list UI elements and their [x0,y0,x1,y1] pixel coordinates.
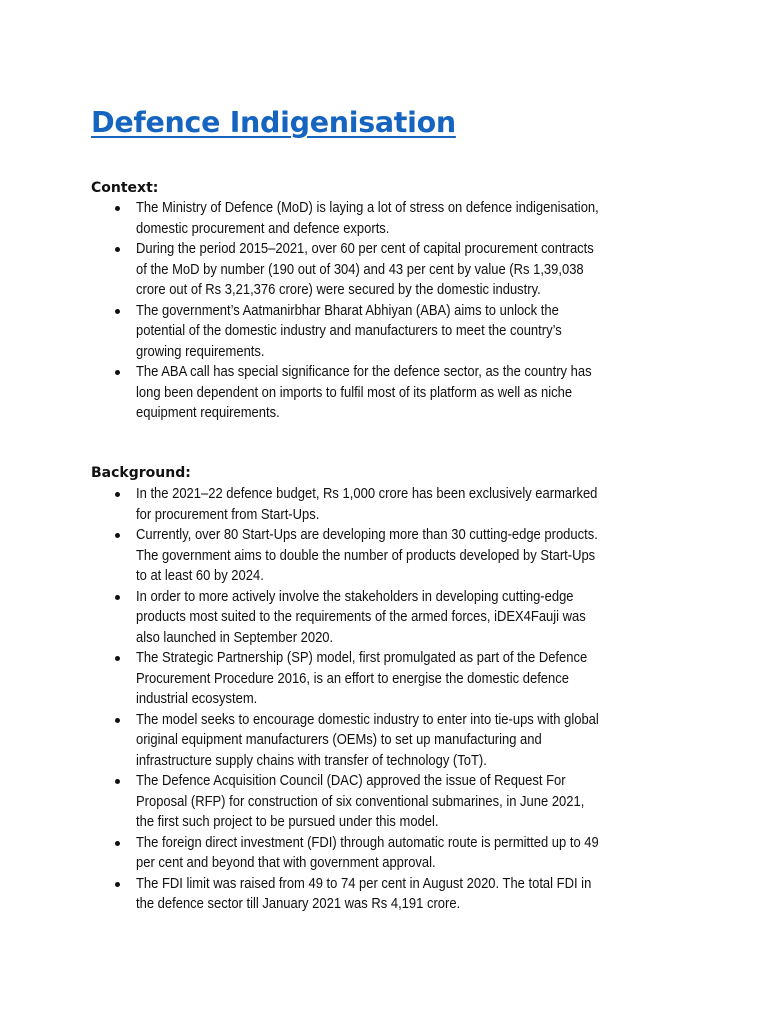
list-item-line: original equipment manufacturers (OEMs) to set up manufacturing and [136,732,542,748]
list-item-line: crore out of Rs 3,21,376 crore) were secured by the domestic industry. [136,282,541,298]
bullet-icon [115,841,120,846]
list-item-line: the first such project to be pursued under this model. [136,814,439,830]
section-heading-background: Background: [91,465,191,481]
list-item-line: of the MoD by number (190 out of 304) and 43 per cent by value (Rs 1,39,038 [136,261,584,278]
list-item-line: the defence sector till January 2021 was Rs 4,191 crore. [136,896,461,912]
background-list [0,484,656,915]
list-item [0,484,656,525]
list-item-line: The model seeks to encourage domestic industry to enter into tie-ups with global [136,711,599,728]
bullet-icon [115,718,120,723]
bullet-icon [115,370,120,375]
list-item-line: domestic procurement and defence exports. [136,220,390,237]
list-item-line: The Strategic Partnership (SP) model, first promulgated as part of the Defence [136,650,588,666]
bullet-icon [115,492,120,497]
document-title[interactable]: Defence Indigenisation [91,106,456,139]
bullet-icon [115,247,120,252]
bullet-icon [115,882,120,887]
list-item-line: Proposal (RFP) for construction of six conventional submarines, in June 2021, [136,793,585,810]
list-item-line: per cent and beyond that with government approval. [136,855,436,871]
list-item-line: infrastructure supply chains with transfer of technology (ToT). [136,752,487,769]
list-item-line: The FDI limit was raised from 49 to 74 per cent in August 2020. The total FDI in [136,875,592,892]
list-item [0,771,656,833]
list-item-line: for procurement from Start-Ups. [136,506,320,523]
list-item-line: The ABA call has special significance for the defence sector, as the country has [136,364,592,380]
list-item [0,362,656,424]
list-item [0,239,656,301]
context-list [0,198,656,424]
list-item-line: In the 2021–22 defence budget, Rs 1,000 crore has been exclusively earmarked [136,486,598,502]
list-item-line: also launched in September 2020. [136,629,334,646]
list-item [0,648,656,710]
list-item [0,710,656,772]
list-item [0,301,656,363]
list-item-line: equipment requirements. [136,405,280,421]
list-item-line: Currently, over 80 Start-Ups are developing more than 30 cutting-edge products. [136,527,598,543]
list-item-line: The government’s Aatmanirbhar Bharat Abhiyan (ABA) aims to unlock the [136,302,559,319]
bullet-icon [115,595,120,600]
list-item-line: The Ministry of Defence (MoD) is laying a lot of stress on defence indigenisation, [136,200,599,216]
list-item-line: The government aims to double the number of products developed by Start-Ups [136,547,596,564]
list-item-line: growing requirements. [136,343,265,360]
list-item-line: potential of the domestic industry and manufacturers to meet the country’s [136,323,562,339]
list-item-line: The foreign direct investment (FDI) through automatic route is permitted up to 49 [136,834,599,851]
list-item [0,587,656,649]
list-item-line: The Defence Acquisition Council (DAC) approved the issue of Request For [136,773,566,789]
list-item-line: long been dependent on imports to fulfil most of its platform as well as niche [136,384,573,401]
list-item [0,874,656,915]
bullet-icon [115,309,120,314]
bullet-icon [115,533,120,538]
list-item [0,198,656,239]
list-item-line: industrial ecosystem. [136,691,258,707]
list-item-line: During the period 2015–2021, over 60 per cent of capital procurement contracts [136,241,594,257]
list-item-line: Procurement Procedure 2016, is an effort to energise the domestic defence [136,670,569,687]
list-item [0,525,656,587]
list-item-line: products most suited to the requirements of the armed forces, iDEX4Fauji was [136,609,586,625]
list-item-line: In order to more actively involve the stakeholders in developing cutting-edge [136,588,574,605]
section-heading-context: Context: [91,180,159,196]
list-item-line: to at least 60 by 2024. [136,568,264,584]
bullet-icon [115,779,120,784]
list-item [0,833,656,874]
bullet-icon [115,656,120,661]
bullet-icon [115,206,120,211]
